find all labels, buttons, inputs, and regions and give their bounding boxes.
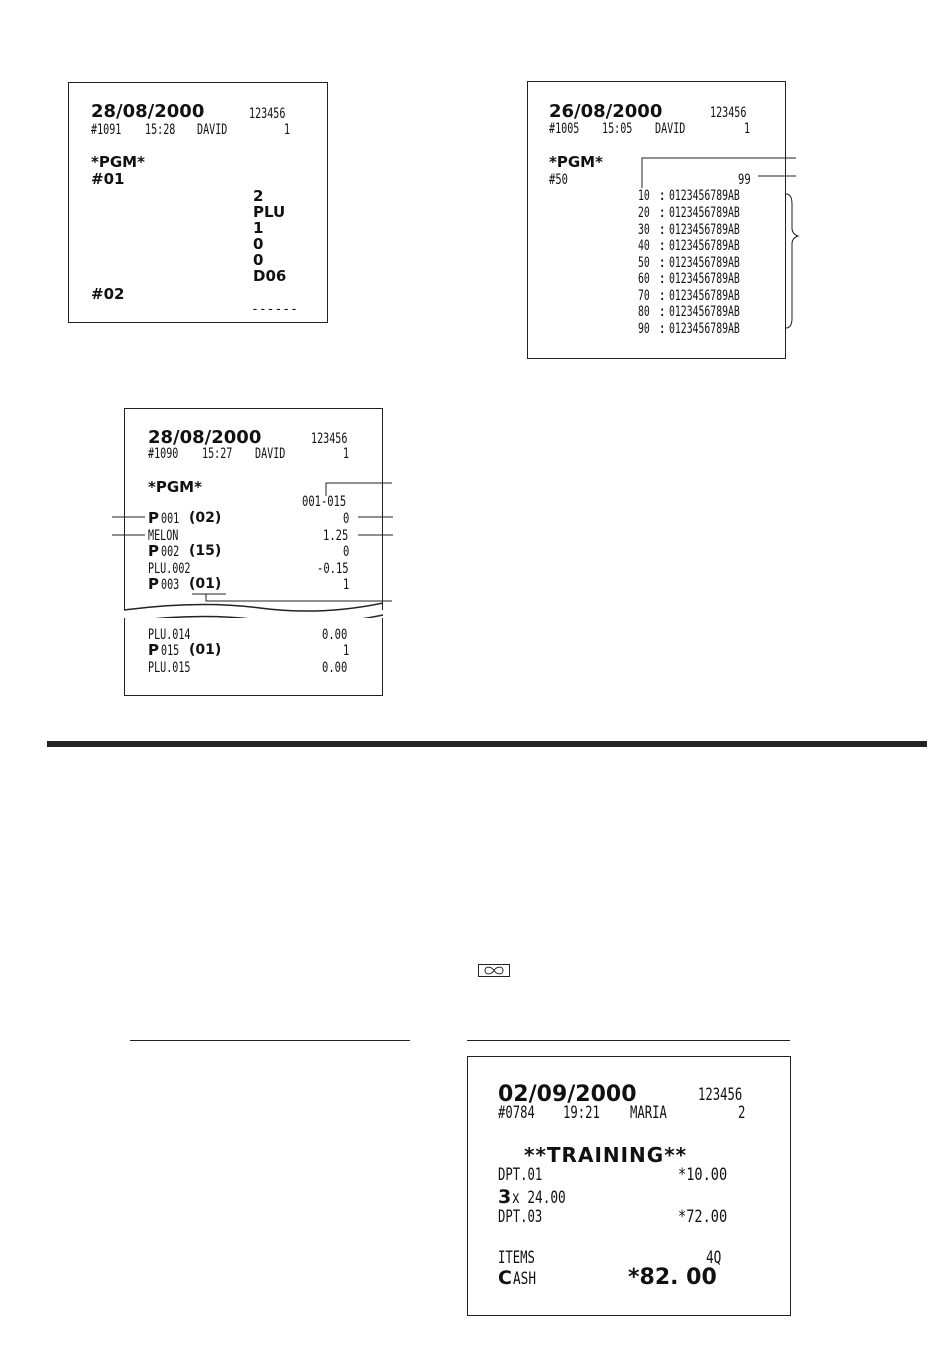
dept-03-label: DPT.03 bbox=[498, 1207, 543, 1227]
row-code: 0123456789AB bbox=[669, 238, 740, 254]
receipt-plu-program-tail bbox=[124, 618, 383, 696]
plu-value: -0.15 bbox=[317, 561, 349, 577]
receipt-value: 1 bbox=[253, 219, 264, 237]
cash-label-initial: C bbox=[498, 1267, 512, 1289]
plu-p-marker: P bbox=[148, 575, 159, 593]
receipt-value: PLU bbox=[253, 203, 286, 221]
plu-code: 001 bbox=[161, 511, 180, 527]
receipt-value-99: 99 bbox=[738, 172, 751, 188]
row-code: 0123456789AB bbox=[669, 188, 740, 204]
receipt-consecutive-number: #1091 bbox=[91, 122, 122, 138]
receipt-machine-number: 1 bbox=[343, 446, 350, 462]
row-separator: : bbox=[658, 271, 667, 287]
plu-value: 0 bbox=[343, 544, 350, 560]
dept-01-amount: *10.00 bbox=[678, 1165, 728, 1185]
receipt-training bbox=[467, 1056, 791, 1316]
receipt-consecutive-number: #1090 bbox=[148, 446, 179, 462]
receipt-date: 28/08/2000 bbox=[91, 101, 205, 122]
receipt-register-number: 123456 bbox=[249, 106, 286, 122]
quantity: 3 bbox=[498, 1186, 512, 1208]
row-number: 90 bbox=[638, 321, 650, 337]
row-code: 0123456789AB bbox=[669, 288, 740, 304]
row-code: 0123456789AB bbox=[669, 255, 740, 271]
row-code: 0123456789AB bbox=[669, 271, 740, 287]
receipt-register-number: 123456 bbox=[311, 431, 348, 447]
receipt-pgm-label: *PGM* bbox=[91, 153, 145, 171]
plu-group: (01) bbox=[189, 576, 222, 592]
rule-right bbox=[467, 1040, 790, 1041]
receipt-time: 15:28 bbox=[145, 122, 176, 138]
receipt-machine-number: 1 bbox=[744, 121, 751, 137]
rule-left bbox=[130, 1040, 410, 1041]
receipt-value: 0 bbox=[253, 235, 264, 253]
plu-group: (01) bbox=[189, 642, 222, 658]
receipt-plu-program bbox=[124, 408, 383, 610]
plu-group: (02) bbox=[189, 510, 222, 526]
plu-p-marker: P bbox=[148, 542, 159, 560]
receipt-date: 02/09/2000 bbox=[498, 1082, 637, 1107]
row-separator: : bbox=[658, 304, 667, 320]
receipt-machine-number: 2 bbox=[738, 1103, 746, 1123]
items-value: 4Q bbox=[706, 1248, 722, 1268]
receipt-section-01: #01 bbox=[91, 170, 125, 188]
row-number: 70 bbox=[638, 288, 650, 304]
plu-value: 1.25 bbox=[323, 528, 349, 544]
receipt-register-number: 123456 bbox=[710, 105, 747, 121]
row-separator: : bbox=[658, 222, 667, 238]
receipt-value: 0 bbox=[253, 251, 264, 269]
row-number: 60 bbox=[638, 271, 650, 287]
receipt-clerk: DAVID bbox=[255, 446, 286, 462]
plu-value: 0.00 bbox=[322, 627, 348, 643]
plu-value: 1 bbox=[343, 643, 350, 659]
receipt-machine-number: 1 bbox=[284, 122, 291, 138]
receipt-program-50 bbox=[527, 81, 786, 359]
row-separator: : bbox=[658, 205, 667, 221]
training-banner: **TRAINING** bbox=[524, 1143, 688, 1167]
brace bbox=[786, 194, 798, 328]
plu-name: MELON bbox=[148, 528, 179, 544]
receipt-clerk: DAVID bbox=[197, 122, 228, 138]
plu-code: 015 bbox=[161, 643, 180, 659]
infinity-icon bbox=[479, 965, 509, 976]
row-separator: : bbox=[658, 238, 667, 254]
row-separator: : bbox=[658, 288, 667, 304]
plu-value: 0.00 bbox=[322, 660, 348, 676]
plu-code: 002 bbox=[161, 544, 180, 560]
receipt-time: 15:05 bbox=[602, 121, 633, 137]
plu-group: (15) bbox=[189, 543, 222, 559]
dept-03-amount: *72.00 bbox=[678, 1207, 728, 1227]
row-number: 50 bbox=[638, 255, 650, 271]
section-divider-bar bbox=[47, 741, 927, 747]
training-key-icon bbox=[478, 964, 510, 977]
row-separator: : bbox=[658, 255, 667, 271]
receipt-dashes: ------ bbox=[251, 302, 298, 317]
receipt-range: 001-015 bbox=[302, 494, 347, 510]
row-number: 20 bbox=[638, 205, 650, 221]
items-label: ITEMS bbox=[498, 1248, 535, 1268]
receipt-consecutive-number: #1005 bbox=[549, 121, 580, 137]
receipt-clerk: DAVID bbox=[655, 121, 686, 137]
cash-amount: *82. 00 bbox=[628, 1265, 717, 1290]
row-separator: : bbox=[658, 188, 667, 204]
receipt-section-50: #50 bbox=[549, 172, 568, 188]
row-separator: : bbox=[658, 321, 667, 337]
plu-name: PLU.014 bbox=[148, 627, 191, 643]
receipt-date: 28/08/2000 bbox=[148, 427, 262, 448]
dept-01-label: DPT.01 bbox=[498, 1165, 543, 1185]
row-number: 10 bbox=[638, 188, 650, 204]
quantity-unit-price: x 24.00 bbox=[512, 1188, 566, 1208]
row-code: 0123456789AB bbox=[669, 222, 740, 238]
receipt-date: 26/08/2000 bbox=[549, 101, 663, 122]
row-code: 0123456789AB bbox=[669, 321, 740, 337]
receipt-register-number: 123456 bbox=[698, 1085, 743, 1105]
cash-label-rest: ASH bbox=[513, 1269, 537, 1289]
plu-p-marker: P bbox=[148, 509, 159, 527]
receipt-section-02: #02 bbox=[91, 285, 125, 303]
plu-code: 003 bbox=[161, 577, 180, 593]
receipt-time: 19:21 bbox=[563, 1103, 600, 1123]
row-number: 80 bbox=[638, 304, 650, 320]
receipt-time: 15:27 bbox=[202, 446, 233, 462]
row-number: 40 bbox=[638, 238, 650, 254]
receipt-pgm-label: *PGM* bbox=[549, 153, 603, 171]
row-code: 0123456789AB bbox=[669, 205, 740, 221]
plu-name: PLU.002 bbox=[148, 561, 191, 577]
receipt-value: D06 bbox=[253, 267, 287, 285]
receipt-value: 2 bbox=[253, 187, 264, 205]
receipt-program-01-02 bbox=[68, 82, 328, 323]
row-number: 30 bbox=[638, 222, 650, 238]
receipt-pgm-label: *PGM* bbox=[148, 478, 202, 496]
plu-value: 1 bbox=[343, 577, 350, 593]
plu-p-marker: P bbox=[148, 641, 159, 659]
row-code: 0123456789AB bbox=[669, 304, 740, 320]
plu-name: PLU.015 bbox=[148, 660, 191, 676]
receipt-clerk: MARIA bbox=[630, 1103, 667, 1123]
receipt-consecutive-number: #0784 bbox=[498, 1103, 535, 1123]
plu-value: 0 bbox=[343, 511, 350, 527]
